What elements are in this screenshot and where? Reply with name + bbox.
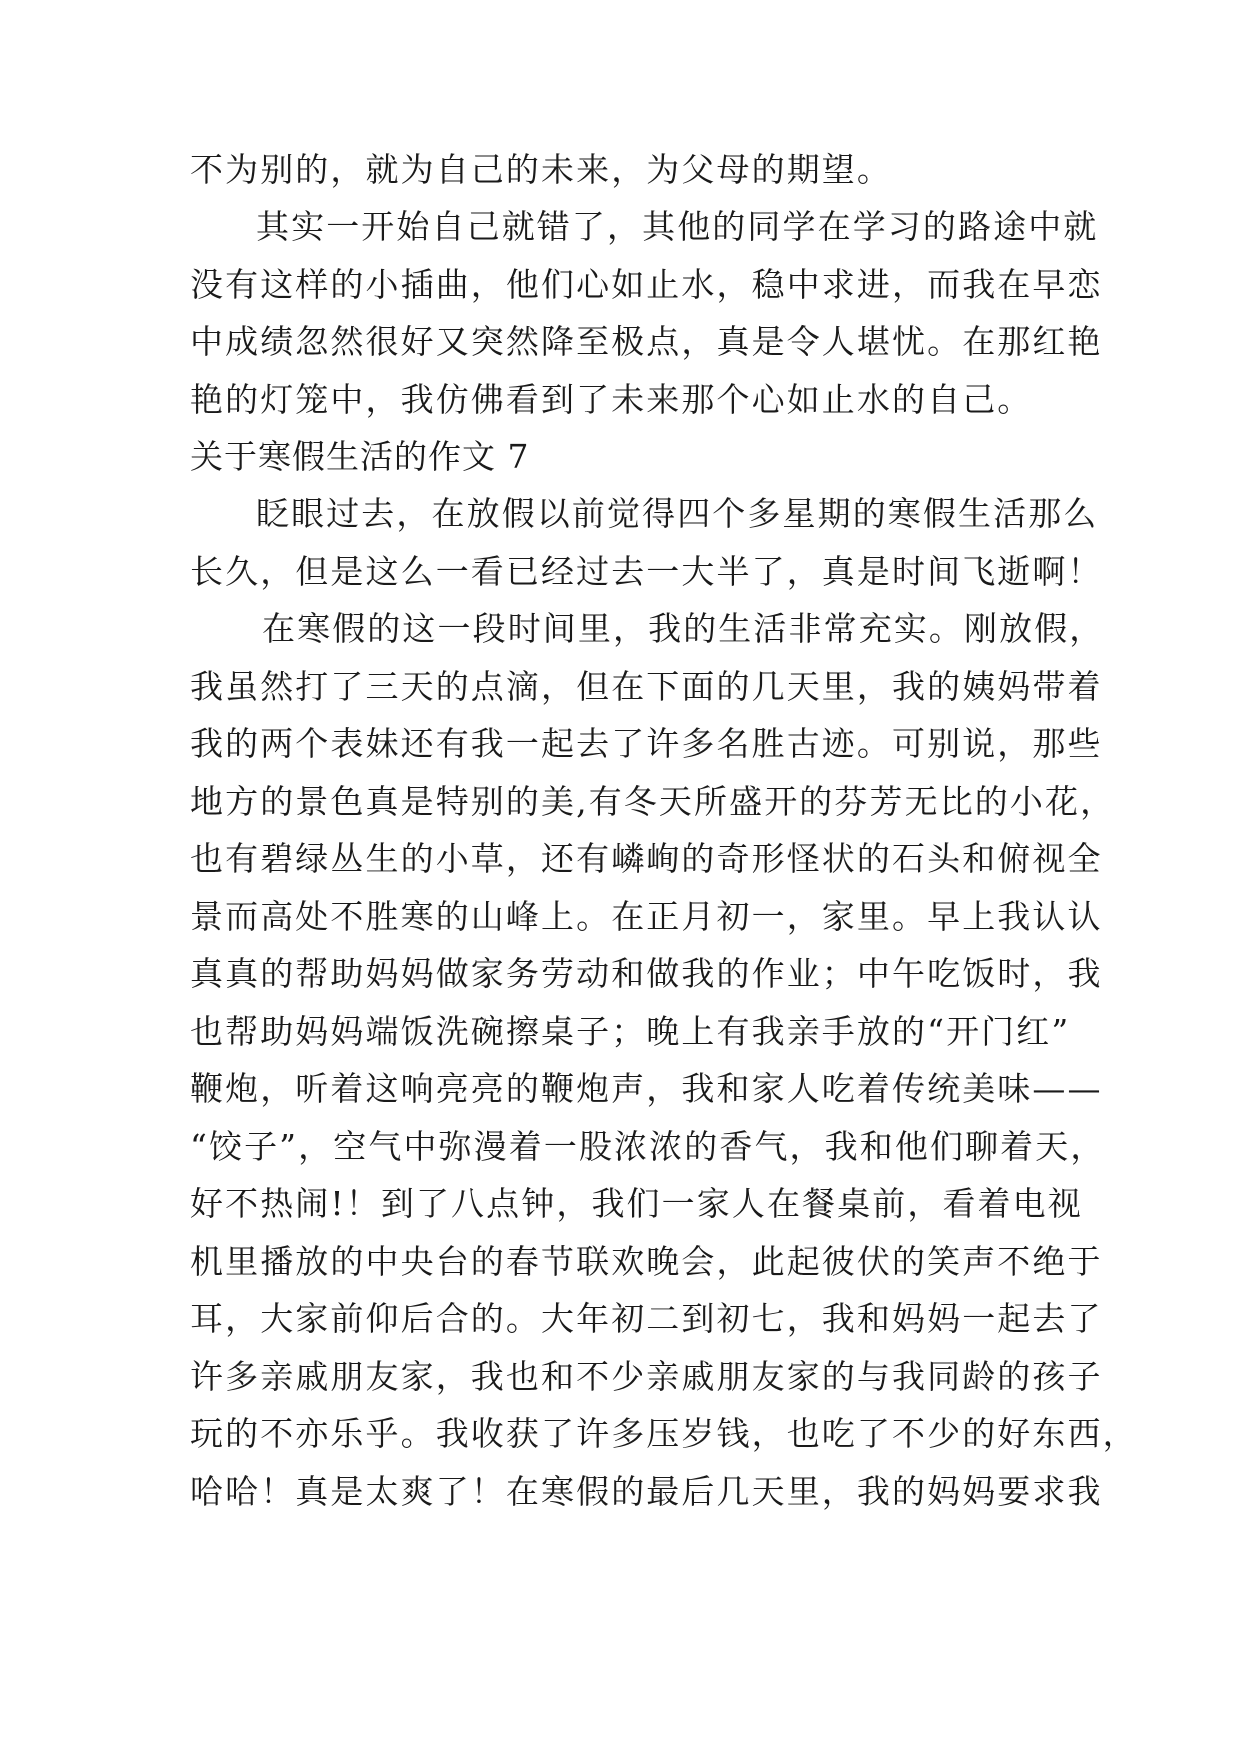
text-line: 艳的灯笼中，我仿佛看到了未来那个心如止水的自己。 [190,380,1033,419]
paragraph-start-line: 在寒假的这一段时间里，我的生活非常充实。刚放假， [262,609,1105,648]
text-line: 也帮助妈妈端饭洗碗擦桌子；晚上有我亲手放的“开门红” [190,1012,1071,1051]
text-line: 好不热闹!！到了八点钟，我们一家人在餐桌前，看着电视 [190,1184,1083,1223]
text-line: 我虽然打了三天的点滴，但在下面的几天里，我的姨妈带着 [190,667,1103,706]
text-line: 鞭炮，听着这响亮亮的鞭炮声，我和家人吃着传统美味—— [190,1069,1103,1108]
text-line: 玩的不亦乐乎。我收获了许多压岁钱，也吃了不少的好东西， [190,1414,1138,1453]
text-line: 机里播放的中央台的春节联欢晚会，此起彼伏的笑声不绝于 [190,1242,1103,1281]
text-line: 景而高处不胜寒的山峰上。在正月初一，家里。早上我认认 [190,897,1103,936]
text-line: 地方的景色真是特别的美,有冬天所盛开的芬芳无比的小花， [190,782,1116,821]
text-line: “饺子”，空气中弥漫着一股浓浓的香气，我和他们聊着天， [190,1127,1106,1166]
text-line: 真真的帮助妈妈做家务劳动和做我的作业；中午吃饭时，我 [190,954,1103,993]
section-heading: 关于寒假生活的作文 7 [190,437,530,476]
text-line: 长久，但是这么一看已经过去一大半了，真是时间飞逝啊！ [190,552,1103,591]
text-line: 也有碧绿丛生的小草，还有嶙峋的奇形怪状的石头和俯视全 [190,839,1103,878]
paragraph-start-line: 眨眼过去，在放假以前觉得四个多星期的寒假生活那么 [256,494,1099,533]
text-line: 没有这样的小插曲，他们心如止水，稳中求进，而我在早恋 [190,265,1103,304]
text-line: 中成绩忽然很好又突然降至极点，真是令人堪忧。在那红艳 [190,322,1103,361]
text-line: 不为别的，就为自己的未来，为父母的期望。 [190,150,892,189]
text-line: 耳，大家前仰后合的。大年初二到初七，我和妈妈一起去了 [190,1299,1103,1338]
text-line: 哈哈！真是太爽了！在寒假的最后几天里，我的妈妈要求我 [190,1472,1103,1511]
text-line: 许多亲戚朋友家，我也和不少亲戚朋友家的与我同龄的孩子 [190,1357,1103,1396]
paragraph-start-line: 其实一开始自己就错了，其他的同学在学习的路途中就 [256,207,1099,246]
text-line: 我的两个表妹还有我一起去了许多名胜古迹。可别说，那些 [190,724,1103,763]
